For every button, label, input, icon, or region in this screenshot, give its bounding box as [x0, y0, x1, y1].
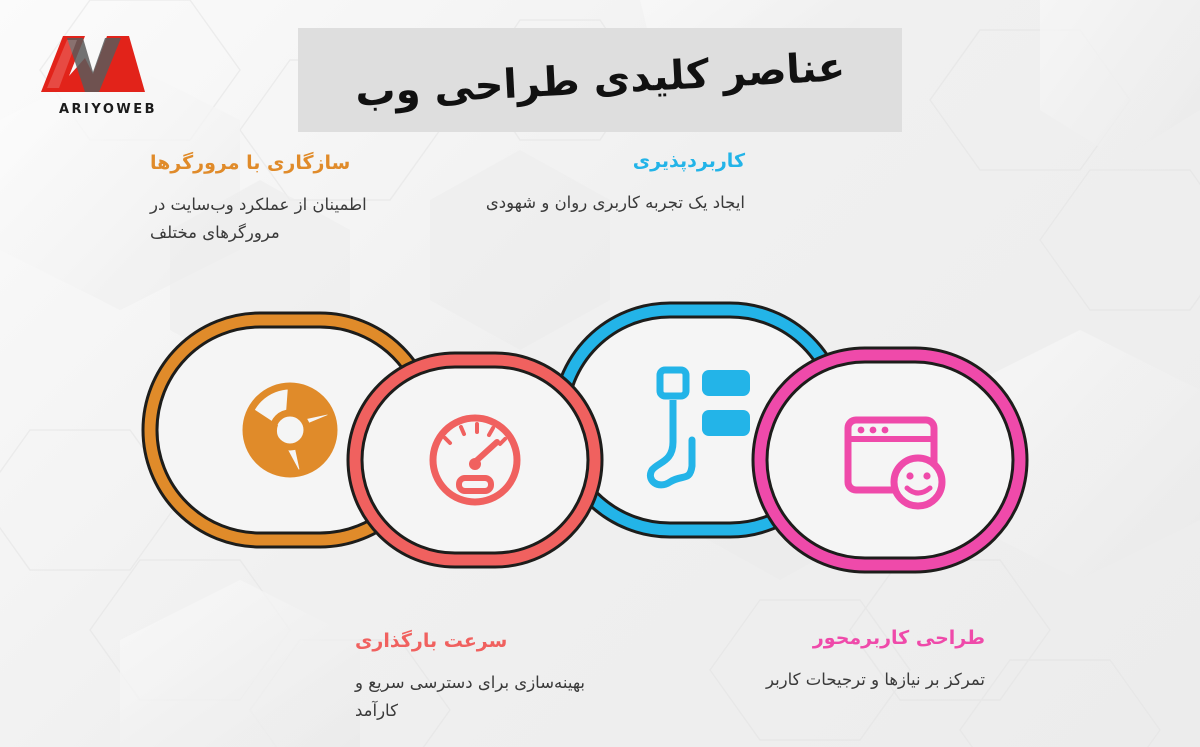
caption-body: اطمینان از عملکرد وب‌سایت در مرورگرهای مختلف	[150, 194, 367, 243]
chain-link-loading-speed[interactable]	[355, 360, 595, 560]
caption-body: ایجاد یک تجربه کاربری روان و شهودی	[485, 192, 745, 212]
logo-wordmark: ARIYOWEB	[58, 102, 158, 117]
caption-user-centered-design	[695, 625, 985, 694]
caption-usability	[485, 148, 745, 217]
chain-diagram	[0, 300, 1200, 600]
caption-loading-speed	[355, 628, 615, 726]
caption-heading: سرعت بارگذاری	[355, 630, 508, 652]
logo-mark	[33, 28, 183, 100]
caption-heading: طراحی کاربرمحور	[812, 627, 985, 649]
caption-heading: کاربردپذیری	[632, 150, 745, 172]
page-title: عناصر کلیدی طراحی وب	[353, 44, 847, 116]
ariyoweb-logo[interactable]	[33, 28, 183, 120]
chain-link-user-centered-design[interactable]	[760, 355, 1020, 565]
caption-body: بهینه‌سازی برای دسترسی سریع و کارآمد	[355, 672, 586, 721]
caption-body: تمرکز بر نیازها و ترجیحات کاربر	[765, 669, 985, 689]
caption-heading: سازگاری با مرورگرها	[150, 152, 351, 174]
title-band	[298, 28, 902, 132]
caption-browser-compatibility	[150, 150, 410, 248]
